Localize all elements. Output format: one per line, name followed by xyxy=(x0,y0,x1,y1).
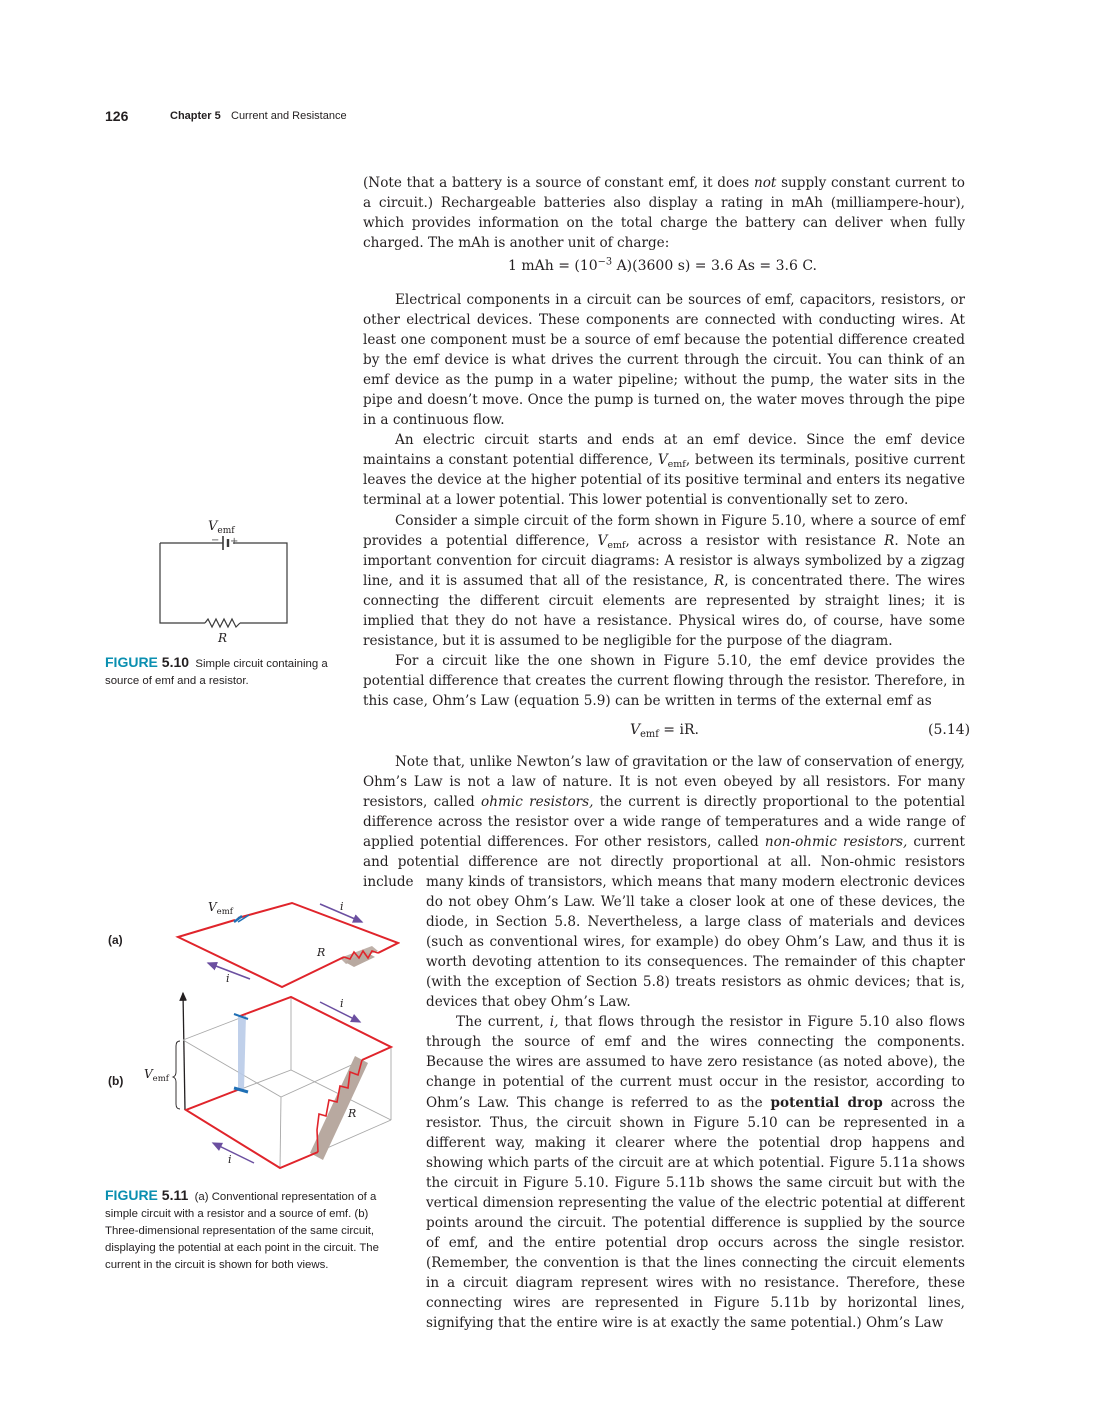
minus-sign: − xyxy=(211,535,220,546)
circuit-b xyxy=(173,993,391,1168)
paragraph-simple-circuit: Consider a simple circuit of the form shown in Figure 5.10, where a source of emf provides a potential difference, $V_{emf}$, across a resistor with resistance R. Note an important convention for circuit diagrams: A resistor is always symbolized by a zigzag line, and it is assumed that all of the resistance, R, is concentrated there. The wires connecting the different circuit elements are represented by straight lines; it is implied that they do not have a resistance. Physical wires do, of course, have some resistance, but it is assumed to be negligible for the purpose of the diagram. xyxy=(363,512,965,649)
figure-5-11-diagram xyxy=(130,890,400,1190)
figure-label: FIGURE 5.10 xyxy=(105,654,190,670)
paragraph-ohmic: Note that, unlike Newton’s law of gravitation or the law of conservation of energy, Ohm’s Law is not a law of nature. It is not even obeyed by all resistors. For many resistors, called ohmic resistors, the current is directly proportional to the potential difference across the resistor over a wide range of temperatures and a wide range of applied potential differences. For other resistors, called non-ohmic resistors, current and potential difference are not directly proportional at all. Non-ohmic resistors include xyxy=(363,754,966,891)
equation-number: (5.14) xyxy=(928,722,971,738)
current-label-a-bottom: i xyxy=(226,972,230,985)
paragraph-potential-drop: The current, i, that flows through the resistor in Figure 5.10 also flows through the source of emf and the wires connecting the components. Because the wires are assumed to have zero resistance (as noted above), the change in potential of the current must occur in the resistor, according to Ohm’s Law. This change is referred to as the potential drop across the resistor. Thus, the circuit shown in Figure 5.10 can be represented in a different way, making it clearer where the potential drop happens and showing which parts of the circuit are at which potential. Figure 5.11a shows the circuit in Figure 5.10. Figure 5.11b shows the same circuit but with the vertical dimension representing the value of the electric potential at different points around the circuit. The potential difference is supplied by the source of emf, and the entire potential drop occurs across the single resistor. (Remember, the convention is that the lines connecting the circuit elements in a circuit diagram represent wires with no resistance. Therefore, these connecting wires are represented in Figure 5.11b by horizontal lines, signifying that the entire wire is at exactly the same potential.) Ohm’s Law xyxy=(426,1014,965,1332)
body-text-wrapped xyxy=(426,872,965,1333)
battery-label-a: $V_{emf}$ xyxy=(208,900,233,917)
battery-label-b: $V_{emf}$ xyxy=(144,1067,169,1084)
paragraph-circuit-start: An electric circuit starts and ends at an emf device. Since the emf device maintains a constant potential difference, $V_{emf}$, between its terminals, positive current leaves the device at the higher potential of its positive terminal and enters its negative terminal at a lower potential. This lower potential is conventionally set to zero. xyxy=(363,432,965,509)
equation-5-14: $V_{emf}$ = iR. xyxy=(630,722,699,740)
current-label-a-top: i xyxy=(340,900,344,913)
paragraph-ohms-law-emf: For a circuit like the one shown in Figure 5.10, the emf device provides the potential difference that creates the current flowing through the resistor. Therefore, in this case, Ohm’s Law (equation 5.9) can be written in terms of the external emf as xyxy=(363,652,965,709)
paragraph-note: (Note that a battery is a source of constant emf, it does not supply constant current to a circuit.) Rechargeable batteries also display a rating in mAh (milliampere-hour), which provides information on the total charge the battery can deliver when fully charged. The mAh is another unit of charge: xyxy=(363,175,965,252)
figure-5-10-circuit xyxy=(140,505,310,650)
page-number: 126 xyxy=(105,108,129,124)
figure-5-11-caption: FIGURE 5.11 (a) Conventional representation of a simple circuit with a resistor and a source of emf. (b) Three-dimensional representation of the same circuit, displaying the potential at each point in the circuit. The current in the circuit is shown for both views. xyxy=(105,1187,379,1271)
body-text-middle xyxy=(363,290,965,711)
battery-label: $V_{emf}$ xyxy=(208,519,235,536)
equation-mah: 1 mAh = ($10^{-3}$ A)(3600 s) = 3.6 As = 3.6 C. xyxy=(508,256,817,274)
circuit-a xyxy=(178,903,398,987)
paragraph-components: Electrical components in a circuit can be sources of emf, capacitors, resistors, or other electrical devices. These components are connected with conducting wires. At least one component must be a source of emf because the potential difference created by the emf device is what drives the current through the circuit. You can think of an emf device as the pump in a water pipeline; without the pump, the water sits in the pipe and doesn’t move. Once the pump is turned on, the water moves through the pipe in a continuous flow. xyxy=(363,292,965,429)
paragraph-ohmic-cont: many kinds of transistors, which means that many modern electronic devices do not obey Ohm’s Law. We’ll take a closer look at one of these devices, the diode, in Section 5.8. Nevertheless, a large class of materials and devices (such as conventional wires, for example) do obey Ohm’s Law, and thus it is worth devoting attention to its consequences. The remainder of this chapter (with the exception of Section 5.8) treats resistors as ohmic devices; that is, devices that obey Ohm’s Law. xyxy=(426,874,965,1011)
resistor-label-a: R xyxy=(317,946,326,959)
resistor-label-b: R xyxy=(348,1107,357,1120)
plus-sign: + xyxy=(230,536,239,547)
resistor-label: R xyxy=(218,631,228,645)
part-a-label: (a) xyxy=(108,933,123,947)
current-label-b-bottom: i xyxy=(228,1153,232,1166)
figure-label: FIGURE 5.11 xyxy=(105,1187,189,1203)
body-text-top xyxy=(363,173,965,253)
part-b-label: (b) xyxy=(108,1074,124,1088)
figure-5-10-caption: FIGURE 5.10 Simple circuit containing a source of emf and a resistor. xyxy=(105,654,328,687)
chapter-label: Chapter 5 xyxy=(170,110,221,122)
current-label-b-top: i xyxy=(340,997,344,1010)
chapter-title: Current and Resistance xyxy=(231,110,347,122)
